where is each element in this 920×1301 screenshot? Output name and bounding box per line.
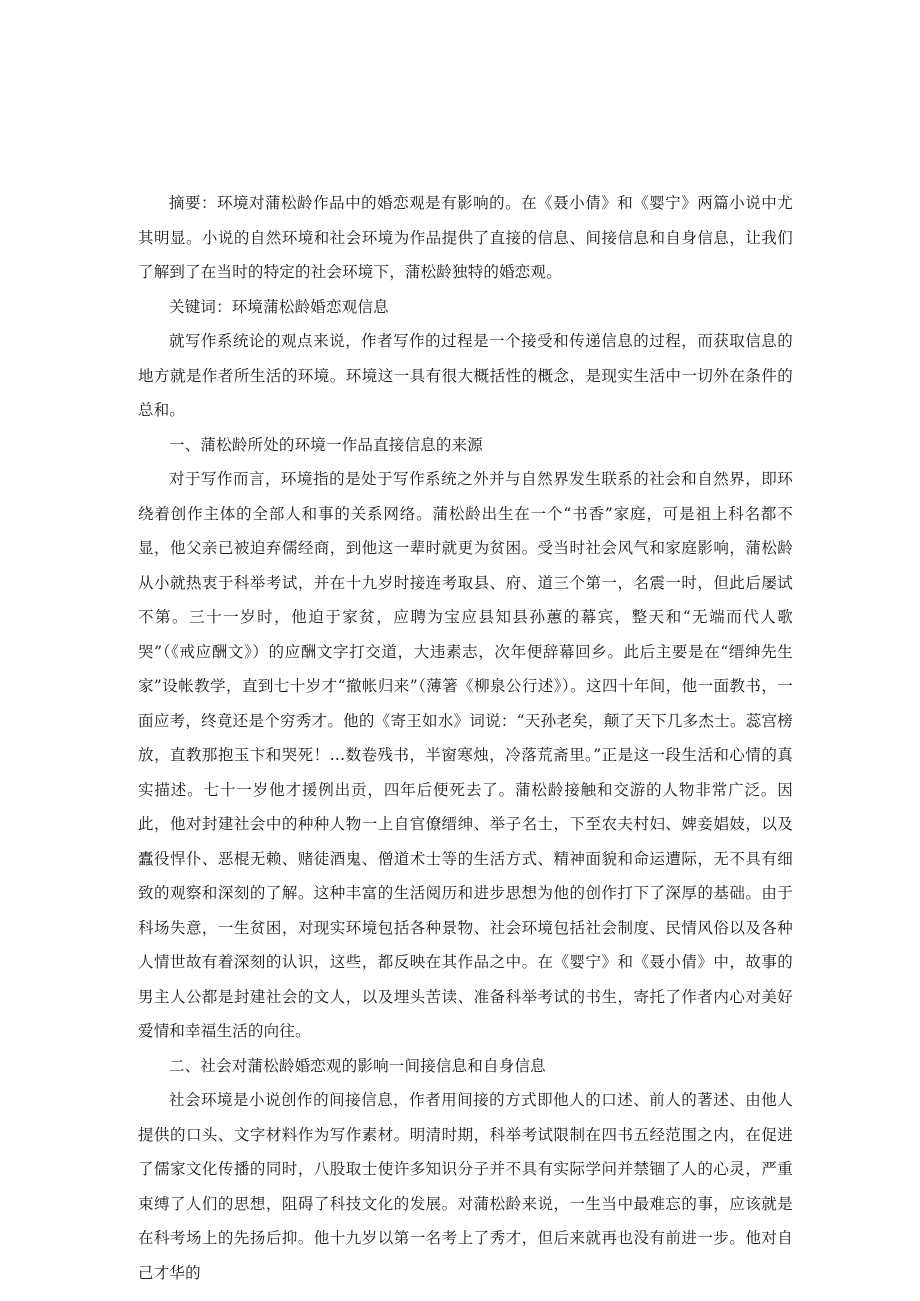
section-heading-2: 二、社会对蒲松龄婚恋观的影响一间接信息和自身信息 — [169, 1056, 546, 1075]
section-heading-1: 一、蒲松龄所处的环境一作品直接信息的来源 — [169, 435, 484, 454]
document-page — [138, 186, 793, 1290]
abstract-paragraph: 摘要：环境对蒲松龄作品中的婚恋观是有影响的。在《聂小倩》和《婴宁》两篇小说中尤其明显。小说的自然环境和社会环境为作品提供了直接的信息、间接信息和自身信息，让我们了解到了在当时的特定的社会环境下，蒲松龄独特的婚恋观。 — [138, 194, 793, 281]
section-2-body: 社会环境是小说创作的间接信息，作者用间接的方式即他人的口述、前人的著述、由他人提供的口头、文字材料作为写作素材。明清时期，科举考试限制在四书五经范围之内，在促进了儒家文化传播的同时，八股取士使许多知识分子并不具有实际学问并禁锢了人的心灵，严重束缚了人们的思想，阻碍了科技文化的发展。对蒲松龄来说，一生当中最难忘的事，应该就是在科考场上的先扬后抑。他十九岁以第一名考上了秀才，但后来就再也没有前进一步。他对自己才华的 — [138, 1091, 793, 1282]
section-1-body: 对于写作而言，环境指的是处于写作系统之外并与自然界发生联系的社会和自然界，即环绕着创作主体的全部人和事的关系网络。蒲松龄出生在一个“书香”家庭，可是祖上科名都不显，他父亲已被迫弃儒经商，到他这一辈时就更为贫困。受当时社会风气和家庭影响，蒲松龄从小就热衷于科举考试，并在十九岁时接连考取县、府、道三个第一，名震一时，但此后屡试不第。三十一岁时，他迫于家贫，应聘为宝应县知县孙蕙的幕宾，整天和“无端而代人歌哭”（《戒应酬文》）的应酬文字打交道，大违素志，次年便辞幕回乡。此后主要是在“缙绅先生家”设帐教学，直到七十岁才“撤帐归来”（薄箸《柳泉公行述》）。这四十年间，他一面教书，一面应考，终竟还是个穷秀才。他的《寄王如水》词说：“天孙老矣，颠了天下几多杰士。蕊宫榜放，直教那抱玉卞和哭死！…数卷残书，半窗寒烛，冷落荒斋里。”正是这一段生活和心情的真实描述。七十一岁他才援例出贡，四年后便死去了。蒲松龄接触和交游的人物非常广泛。因此，他对封建社会中的种种人物一上自官僚缙绅、举子名士，下至农夫村妇、婢妾娼妓，以及蠹役悍仆、恶棍无赖、赌徒酒鬼、僧道术士等的生活方式、精神面貌和命运遭际，无不具有细致的观察和深刻的了解。这种丰富的生活阅历和进步思想为他的创作打下了深厚的基础。由于科场失意，一生贫困，对现实环境包括各种景物、社会环境包括社会制度、民情风俗以及各种人情世故有着深刻的认识，这些，都反映在其作品之中。在《婴宁》和《聂小倩》中，故事的男主人公都是封建社会的文人，以及埋头苦读、准备科举考试的书生，寄托了作者内心对美好爱情和幸福生活的向往。 — [138, 470, 793, 1040]
keywords-paragraph: 关键词：环境蒲松龄婚恋观信息 — [169, 297, 389, 316]
intro-paragraph: 就写作系统论的观点来说，作者写作的过程是一个接受和传递信息的过程，而获取信息的地方就是作者所生活的环境。环境这一具有很大概括性的概念，是现实生活中一切外在条件的总和。 — [138, 332, 793, 419]
